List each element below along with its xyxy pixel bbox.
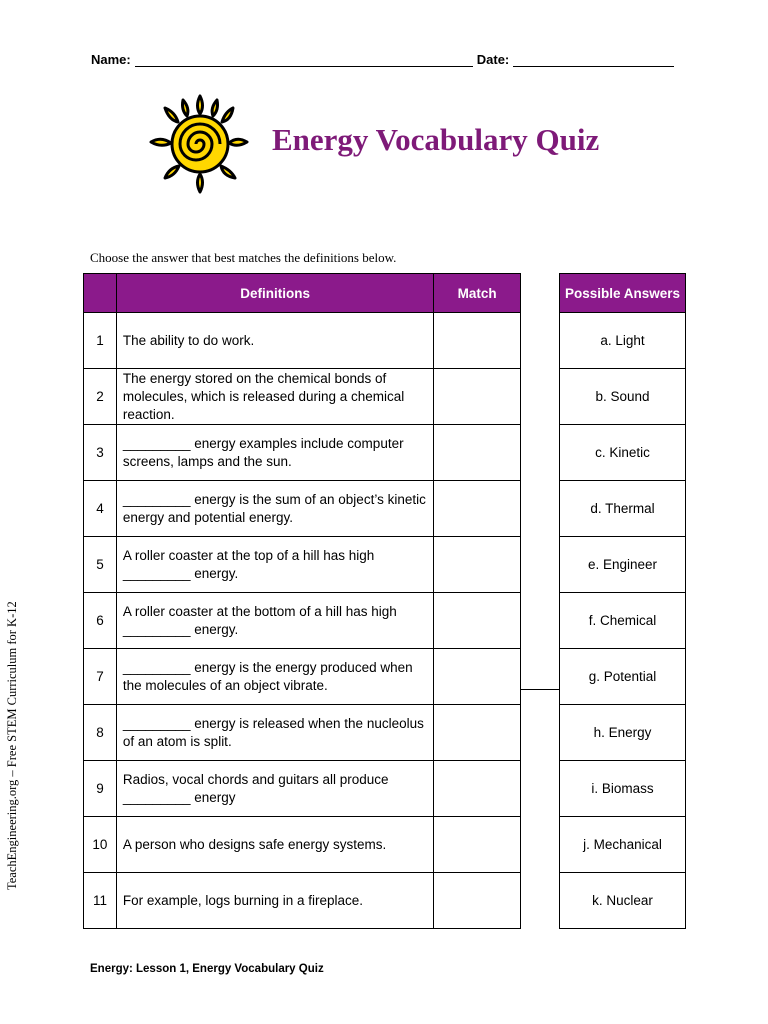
page-title: Energy Vocabulary Quiz [272, 122, 600, 157]
row-number: 5 [84, 537, 117, 593]
match-cell[interactable] [434, 817, 521, 873]
answer-option: c. Kinetic [560, 425, 686, 481]
answer-row [560, 481, 686, 537]
match-cell[interactable] [434, 537, 521, 593]
answer-option: d. Thermal [560, 481, 686, 537]
answer-row [560, 425, 686, 481]
definition-text: A person who designs safe energy systems. [116, 817, 433, 873]
row-number: 9 [84, 761, 117, 817]
row-number: 4 [84, 481, 117, 537]
answer-option: g. Potential [560, 649, 686, 705]
table-row [84, 425, 521, 481]
definition-text: _________ energy examples include computer screens, lamps and the sun. [116, 425, 433, 481]
row-number: 8 [84, 705, 117, 761]
connector-line [521, 689, 559, 690]
footer: Energy: Lesson 1, Energy Vocabulary Quiz [90, 963, 324, 975]
name-field[interactable] [135, 54, 473, 67]
num-header [84, 274, 117, 313]
side-credit: TeachEngineering.org – Free STEM Curriculum for K-12 [5, 601, 19, 890]
definition-text: _________ energy is the energy produced when the molecules of an object vibrate. [116, 649, 433, 705]
instructions: Choose the answer that best matches the definitions below. [90, 250, 397, 265]
definition-text: The energy stored on the chemical bonds of molecules, which is released during a chemical reaction. [116, 369, 433, 425]
row-number: 7 [84, 649, 117, 705]
row-number: 1 [84, 313, 117, 369]
row-number: 2 [84, 369, 117, 425]
match-cell[interactable] [434, 369, 521, 425]
row-number: 3 [84, 425, 117, 481]
answer-option: h. Energy [560, 705, 686, 761]
answer-row [560, 313, 686, 369]
answer-option: k. Nuclear [560, 873, 686, 929]
match-cell[interactable] [434, 481, 521, 537]
definition-text: A roller coaster at the top of a hill has high _________ energy. [116, 537, 433, 593]
answer-row [560, 593, 686, 649]
table-row [84, 313, 521, 369]
name-label: Name: [91, 52, 131, 67]
match-cell[interactable] [434, 313, 521, 369]
table-row [84, 593, 521, 649]
match-cell[interactable] [434, 705, 521, 761]
date-field[interactable] [513, 54, 674, 67]
answer-row [560, 873, 686, 929]
date-label: Date: [476, 52, 510, 67]
row-number: 6 [84, 593, 117, 649]
answer-option: j. Mechanical [560, 817, 686, 873]
definition-text: A roller coaster at the bottom of a hill has high _________ energy. [116, 593, 433, 649]
answer-row [560, 369, 686, 425]
answer-row [560, 537, 686, 593]
sun-icon [145, 86, 255, 200]
answer-option: e. Engineer [560, 537, 686, 593]
definitions-header: Definitions [116, 274, 433, 313]
answer-option: f. Chemical [560, 593, 686, 649]
answers-header: Possible Answers [560, 274, 686, 313]
match-cell[interactable] [434, 649, 521, 705]
answers-table [559, 273, 686, 929]
table-row [84, 481, 521, 537]
table-row [84, 761, 521, 817]
answer-row [560, 817, 686, 873]
definition-text: _________ energy is the sum of an object’s kinetic energy and potential energy. [116, 481, 433, 537]
table-row [84, 537, 521, 593]
match-cell[interactable] [434, 873, 521, 929]
answer-option: i. Biomass [560, 761, 686, 817]
answer-option: b. Sound [560, 369, 686, 425]
table-row [84, 705, 521, 761]
definition-text: _________ energy is released when the nucleolus of an atom is split. [116, 705, 433, 761]
definition-text: Radios, vocal chords and guitars all produce _________ energy [116, 761, 433, 817]
definition-text: For example, logs burning in a fireplace. [116, 873, 433, 929]
answer-row [560, 649, 686, 705]
row-number: 11 [84, 873, 117, 929]
match-cell[interactable] [434, 425, 521, 481]
match-cell[interactable] [434, 593, 521, 649]
answer-row [560, 705, 686, 761]
table-row [84, 369, 521, 425]
definition-text: The ability to do work. [116, 313, 433, 369]
table-row [84, 649, 521, 705]
definitions-table [83, 273, 521, 929]
match-header: Match [434, 274, 521, 313]
answer-row [560, 761, 686, 817]
match-cell[interactable] [434, 761, 521, 817]
table-row [84, 817, 521, 873]
name-date-header [91, 52, 681, 67]
row-number: 10 [84, 817, 117, 873]
answer-option: a. Light [560, 313, 686, 369]
table-row [84, 873, 521, 929]
